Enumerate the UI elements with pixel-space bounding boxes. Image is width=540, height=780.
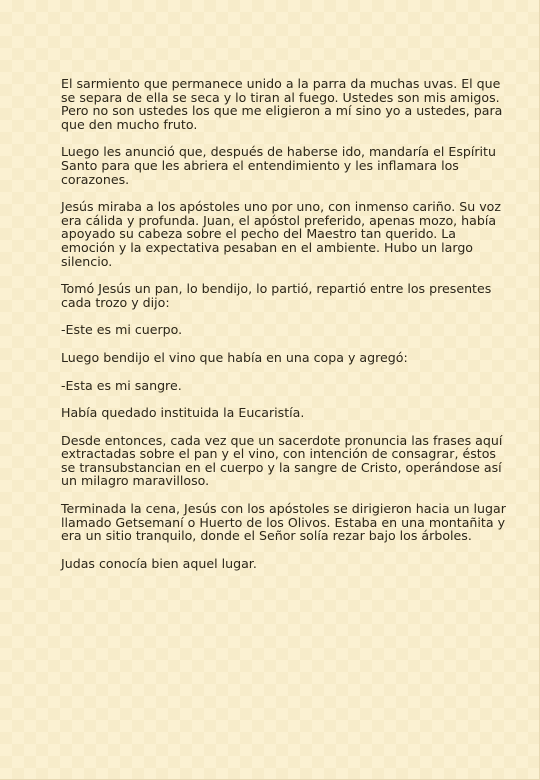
body-text xyxy=(61,77,507,584)
paragraph-7: -Esta es mi sangre. xyxy=(61,377,182,393)
paragraph-2: Luego les anunció que, después de haberse ido, mandaría el Espíritu Santo para que les abriera el entendimiento y les inflamara los corazones. xyxy=(61,144,496,187)
paragraph-10: Terminada la cena, Jesús con los apóstoles se dirigieron hacia un lugar llamado Getsemaní o Huerto de los Olivos. Estaba en una montañita y era un sitio tranquilo, donde el Señor solía rezar bajo los árboles. xyxy=(61,501,506,544)
paragraph-5: -Este es mi cuerpo. xyxy=(61,322,183,338)
paragraph-11: Judas conocía bien aquel lugar. xyxy=(61,555,257,571)
paragraph-1: El sarmiento que permanece unido a la parra da muchas uvas. El que se separa de ella se seca y lo tiran al fuego. Ustedes son mis amigos. Pero no son ustedes los que me eligieron a mí sino yo a ustedes, para que den mucho fruto. xyxy=(61,76,503,132)
paragraph-9: Desde entonces, cada vez que un sacerdote pronuncia las frases aquí extractadas sobre el pan y el vino, con intención de consagrar, éstos se transubstancian en el cuerpo y la sangre de Cristo, operándose así un milagro maravilloso. xyxy=(61,432,503,489)
paragraph-8: Había quedado instituida la Eucaristía. xyxy=(61,405,305,421)
paragraph-3: Jesús miraba a los apóstoles uno por uno, con inmenso cariño. Su voz era cálida y profunda. Juan, el apóstol preferido, apenas mozo, había apoyado su cabeza sobre el pecho del Maestro tan querido. La emoción y la expectativa pesaban en el ambiente. Hubo un largo silencio. xyxy=(61,199,501,269)
paragraph-4: Tomó Jesús un pan, lo bendijo, lo partió, repartió entre los presentes cada trozo y dijo: xyxy=(61,281,492,310)
paragraph-6: Luego bendijo el vino que había en una copa y agregó: xyxy=(61,349,408,365)
